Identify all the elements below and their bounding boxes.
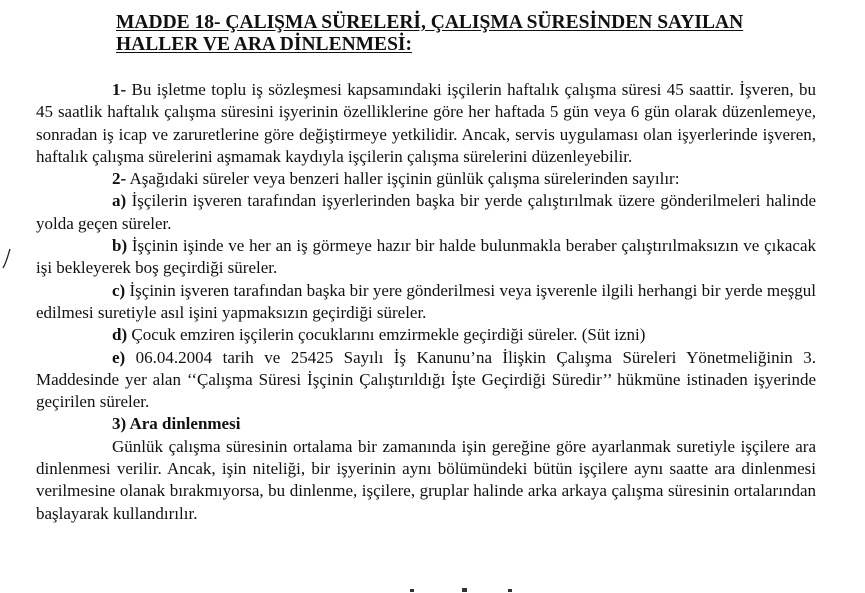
- paragraph-2-label: 2-: [112, 169, 127, 189]
- item-a-text: İşçilerin işveren tarafından işyerlerinden başka bir yerde çalıştırılmak üzere gönderilmeleri halinde yolda geçen süreler.: [36, 191, 816, 233]
- paragraph-2-text: Aşağıdaki süreler veya benzeri haller işçinin günlük çalışma sürelerinden sayılır:: [129, 169, 680, 189]
- item-a: [36, 190, 816, 235]
- item-a-label: a): [112, 191, 127, 211]
- paragraph-3: [36, 436, 816, 525]
- paragraph-1-text: Bu işletme toplu iş sözleşmesi kapsamındaki işçilerin haftalık çalışma süresi 45 saattir. İşveren, bu 45 saatlik haftalık çalışma süresini işyerinin özelliklerine göre her haftada 5 gün veya 6 gün olarak düzenlemeye, sonradan iş icap ve zaruretlerine göre değiştirmeye yetkilidir. Ancak, servis uygulaması olan işyerlerinde işveren, haftalık çalışma sürelerini aşmamak kaydıyla işçilerin çalışma sürelerini düzenleyebilir.: [36, 80, 816, 166]
- item-d-label: d): [112, 325, 128, 345]
- item-b-text: İşçinin işinde ve her an iş görmeye hazır bir halde bulunmakla beraber çalıştırılmaksızın ve çıkacak işi bekleyerek boş geçirdiği süreler.: [36, 236, 816, 278]
- item-d: [36, 324, 816, 346]
- item-c-label: c): [112, 280, 126, 300]
- item-e-label: e): [112, 347, 126, 367]
- paragraph-1: [36, 79, 816, 168]
- cut-off-text-fragment-icon: [410, 583, 530, 593]
- item-e: [36, 347, 816, 414]
- paragraph-1-label: 1-: [112, 80, 127, 99]
- section-3-heading: 3) Ara dinlenmesi: [112, 414, 241, 434]
- item-b-label: b): [112, 236, 128, 256]
- item-b: [36, 235, 816, 280]
- article-title-line-1: MADDE 18- ÇALIŞMA SÜRELERİ, ÇALIŞMA SÜRESİNDEN SAYILAN: [116, 12, 744, 33]
- item-e-text: 06.04.2004 tarih ve 25425 Sayılı İş Kanunu’na İlişkin Çalışma Süreleri Yönetmeliğinin 3. Maddesinde yer alan ‘‘Çalışma Süresi İşçinin Çalıştırıldığı İşte Geçirdiği Süredir’’ hükmüne istinaden işyerinde geçirilen süreler.: [36, 347, 817, 412]
- margin-pen-mark-icon: [2, 248, 12, 270]
- item-d-text: Çocuk emziren işçilerin çocuklarını emzirmekle geçirdiği süreler. (Süt izni): [131, 325, 646, 345]
- article-title: [116, 12, 816, 56]
- item-c-text: İşçinin işveren tarafından başka bir yere gönderilmesi veya işverenle ilgili herhangi bir yerde meşgul edilmesi suretiyle asıl işini yapmaksızın geçirdiği süreler.: [36, 280, 816, 322]
- paragraph-3-text: Günlük çalışma süresinin ortalama bir zamanında işin gereğine göre ayarlanmak suretiyle işçilere ara dinlenmesi verilir. Ancak, işin niteliği, bir işyerinin aynı bölümündeki bütün işçilere aynı saatte ara dinlenmesi verilmesine olanak bırakmıyorsa, bu dinlenme, işçilere, gruplar halinde arka arkaya çalışma süresinin ortalarından başlayarak kullandırılır.: [36, 436, 816, 523]
- article-body: [36, 79, 816, 525]
- item-c: [36, 280, 816, 325]
- paragraph-2: [36, 168, 816, 190]
- article-title-line-2: HALLER VE ARA DİNLENMESİ:: [116, 34, 412, 55]
